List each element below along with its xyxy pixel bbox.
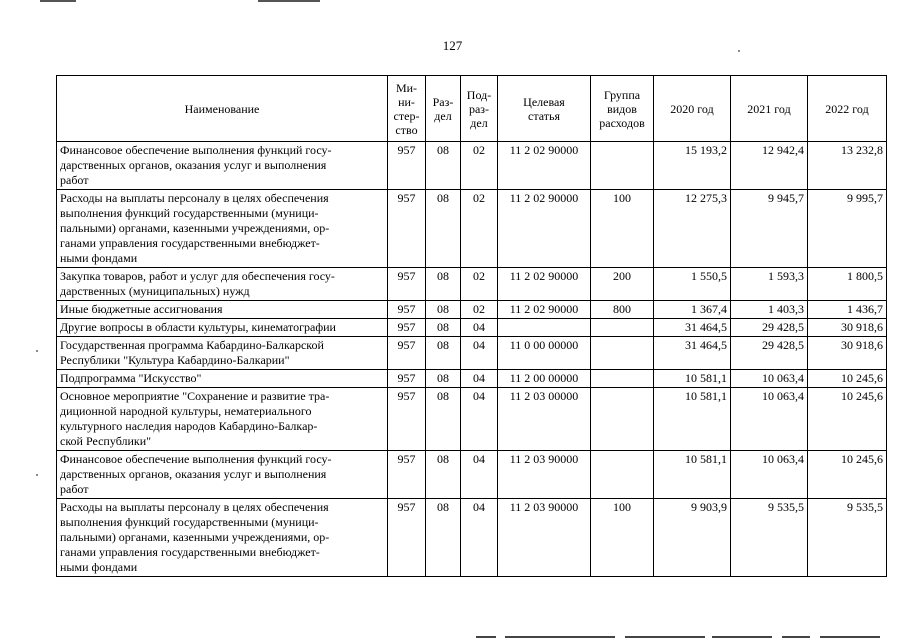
row-section: 08 <box>426 268 461 301</box>
row-2020: 10 581,1 <box>654 370 731 388</box>
row-subsection: 02 <box>461 142 498 190</box>
row-2022: 1 436,7 <box>808 301 887 319</box>
row-subsection: 04 <box>461 451 498 499</box>
scan-artifact-bottom <box>476 636 496 638</box>
header-2021: 2021 год <box>731 76 808 142</box>
row-subsection: 02 <box>461 268 498 301</box>
row-2022: 10 245,6 <box>808 451 887 499</box>
row-name: Финансовое обеспечение выполнения функций госу- дарственных органов, оказания услуг и выполнения работ <box>57 451 388 499</box>
row-target-article: 11 2 03 90000 <box>498 499 591 577</box>
row-subsection: 04 <box>461 319 498 337</box>
row-target-article: 11 2 02 90000 <box>498 142 591 190</box>
row-target-article: 11 2 00 00000 <box>498 370 591 388</box>
table-row <box>57 142 887 190</box>
scan-speck <box>36 474 38 476</box>
row-expense-group <box>591 451 654 499</box>
header-subsection: Под- раз- дел <box>461 76 498 142</box>
table-row <box>57 301 887 319</box>
row-section: 08 <box>426 190 461 268</box>
row-subsection: 04 <box>461 388 498 451</box>
row-section: 08 <box>426 499 461 577</box>
row-section: 08 <box>426 451 461 499</box>
row-name: Другие вопросы в области культуры, кинематографии <box>57 319 388 337</box>
row-2020: 1 550,5 <box>654 268 731 301</box>
scan-artifact-bottom <box>820 636 880 638</box>
row-ministry: 957 <box>388 190 426 268</box>
row-2022: 9 995,7 <box>808 190 887 268</box>
row-2022: 10 245,6 <box>808 388 887 451</box>
row-2022: 30 918,6 <box>808 337 887 370</box>
budget-table <box>56 75 887 577</box>
row-2020: 1 367,4 <box>654 301 731 319</box>
row-2022: 13 232,8 <box>808 142 887 190</box>
table-row <box>57 268 887 301</box>
row-2021: 9 945,7 <box>731 190 808 268</box>
page-number: 127 <box>442 38 463 53</box>
row-2022: 30 918,6 <box>808 319 887 337</box>
row-ministry: 957 <box>388 337 426 370</box>
row-2021: 1 593,3 <box>731 268 808 301</box>
row-target-article: 11 2 02 90000 <box>498 268 591 301</box>
row-expense-group <box>591 142 654 190</box>
header-name: Наименование <box>57 76 388 142</box>
row-target-article: 11 0 00 00000 <box>498 337 591 370</box>
scan-artifact-bottom <box>782 636 810 638</box>
header-ministry: Ми- ни- стер- ство <box>388 76 426 142</box>
row-2020: 31 464,5 <box>654 337 731 370</box>
row-ministry: 957 <box>388 301 426 319</box>
row-2020: 15 193,2 <box>654 142 731 190</box>
row-2020: 10 581,1 <box>654 451 731 499</box>
header-2022: 2022 год <box>808 76 887 142</box>
row-name: Финансовое обеспечение выполнения функций госу- дарственных органов, оказания услуг и выполнения работ <box>57 142 388 190</box>
row-name: Основное мероприятие "Сохранение и развитие тра- диционной народной культуры, нематериального культурного наследия народов Кабардино-Балкар- ской Республики" <box>57 388 388 451</box>
scan-speck <box>738 50 740 52</box>
row-section: 08 <box>426 142 461 190</box>
row-2020: 31 464,5 <box>654 319 731 337</box>
scan-artifact-bottom <box>712 636 772 638</box>
row-section: 08 <box>426 337 461 370</box>
row-subsection: 04 <box>461 499 498 577</box>
row-2021: 10 063,4 <box>731 451 808 499</box>
header-2020: 2020 год <box>654 76 731 142</box>
row-subsection: 04 <box>461 337 498 370</box>
row-name: Иные бюджетные ассигнования <box>57 301 388 319</box>
row-ministry: 957 <box>388 319 426 337</box>
row-2021: 9 535,5 <box>731 499 808 577</box>
row-expense-group: 100 <box>591 190 654 268</box>
row-target-article: 11 2 02 90000 <box>498 301 591 319</box>
row-2020: 9 903,9 <box>654 499 731 577</box>
row-expense-group: 100 <box>591 499 654 577</box>
row-ministry: 957 <box>388 451 426 499</box>
row-section: 08 <box>426 370 461 388</box>
row-target-article <box>498 319 591 337</box>
table-row <box>57 337 887 370</box>
scan-speck <box>36 350 38 352</box>
row-subsection: 02 <box>461 301 498 319</box>
table-row <box>57 499 887 577</box>
row-2021: 29 428,5 <box>731 337 808 370</box>
row-section: 08 <box>426 301 461 319</box>
scan-artifact-top <box>40 0 76 2</box>
row-name: Закупка товаров, работ и услуг для обеспечения госу- дарственных (муниципальных) нужд <box>57 268 388 301</box>
row-2021: 10 063,4 <box>731 388 808 451</box>
row-ministry: 957 <box>388 388 426 451</box>
header-target-article: Целевая статья <box>498 76 591 142</box>
row-name: Подпрограмма "Искусство" <box>57 370 388 388</box>
row-name: Расходы на выплаты персоналу в целях обеспечения выполнения функций государственными (муници- пальными) органами, казенными учреждениями, ор- ганами управления государственными внебюджет- ными фондами <box>57 190 388 268</box>
row-2022: 10 245,6 <box>808 370 887 388</box>
row-2021: 29 428,5 <box>731 319 808 337</box>
row-name: Государственная программа Кабардино-Балкарской Республики "Культура Кабардино-Балкарии" <box>57 337 388 370</box>
table-row <box>57 388 887 451</box>
scan-artifact-top <box>258 0 320 2</box>
header-section: Раз- дел <box>426 76 461 142</box>
row-2022: 9 535,5 <box>808 499 887 577</box>
table-row <box>57 370 887 388</box>
row-subsection: 04 <box>461 370 498 388</box>
row-2021: 12 942,4 <box>731 142 808 190</box>
row-ministry: 957 <box>388 142 426 190</box>
row-2021: 10 063,4 <box>731 370 808 388</box>
row-expense-group <box>591 388 654 451</box>
row-section: 08 <box>426 319 461 337</box>
row-ministry: 957 <box>388 268 426 301</box>
row-target-article: 11 2 02 90000 <box>498 190 591 268</box>
row-2020: 12 275,3 <box>654 190 731 268</box>
row-subsection: 02 <box>461 190 498 268</box>
row-name: Расходы на выплаты персоналу в целях обеспечения выполнения функций государственными (муници- пальными) органами, казенными учреждениями, ор- ганами управления государственными внебюджет- ными фондами <box>57 499 388 577</box>
scan-artifact-bottom <box>505 636 615 638</box>
row-target-article: 11 2 03 90000 <box>498 451 591 499</box>
table-header-row <box>57 76 887 142</box>
row-expense-group: 800 <box>591 301 654 319</box>
row-ministry: 957 <box>388 499 426 577</box>
header-expense-group: Группа видов расходов <box>591 76 654 142</box>
row-ministry: 957 <box>388 370 426 388</box>
row-expense-group: 200 <box>591 268 654 301</box>
row-expense-group <box>591 370 654 388</box>
row-target-article: 11 2 03 00000 <box>498 388 591 451</box>
row-expense-group <box>591 319 654 337</box>
row-2021: 1 403,3 <box>731 301 808 319</box>
table-body <box>57 142 887 577</box>
table-row <box>57 451 887 499</box>
table-row <box>57 319 887 337</box>
row-2020: 10 581,1 <box>654 388 731 451</box>
table-row <box>57 190 887 268</box>
row-expense-group <box>591 337 654 370</box>
row-section: 08 <box>426 388 461 451</box>
row-2022: 1 800,5 <box>808 268 887 301</box>
scan-artifact-bottom <box>625 636 705 638</box>
